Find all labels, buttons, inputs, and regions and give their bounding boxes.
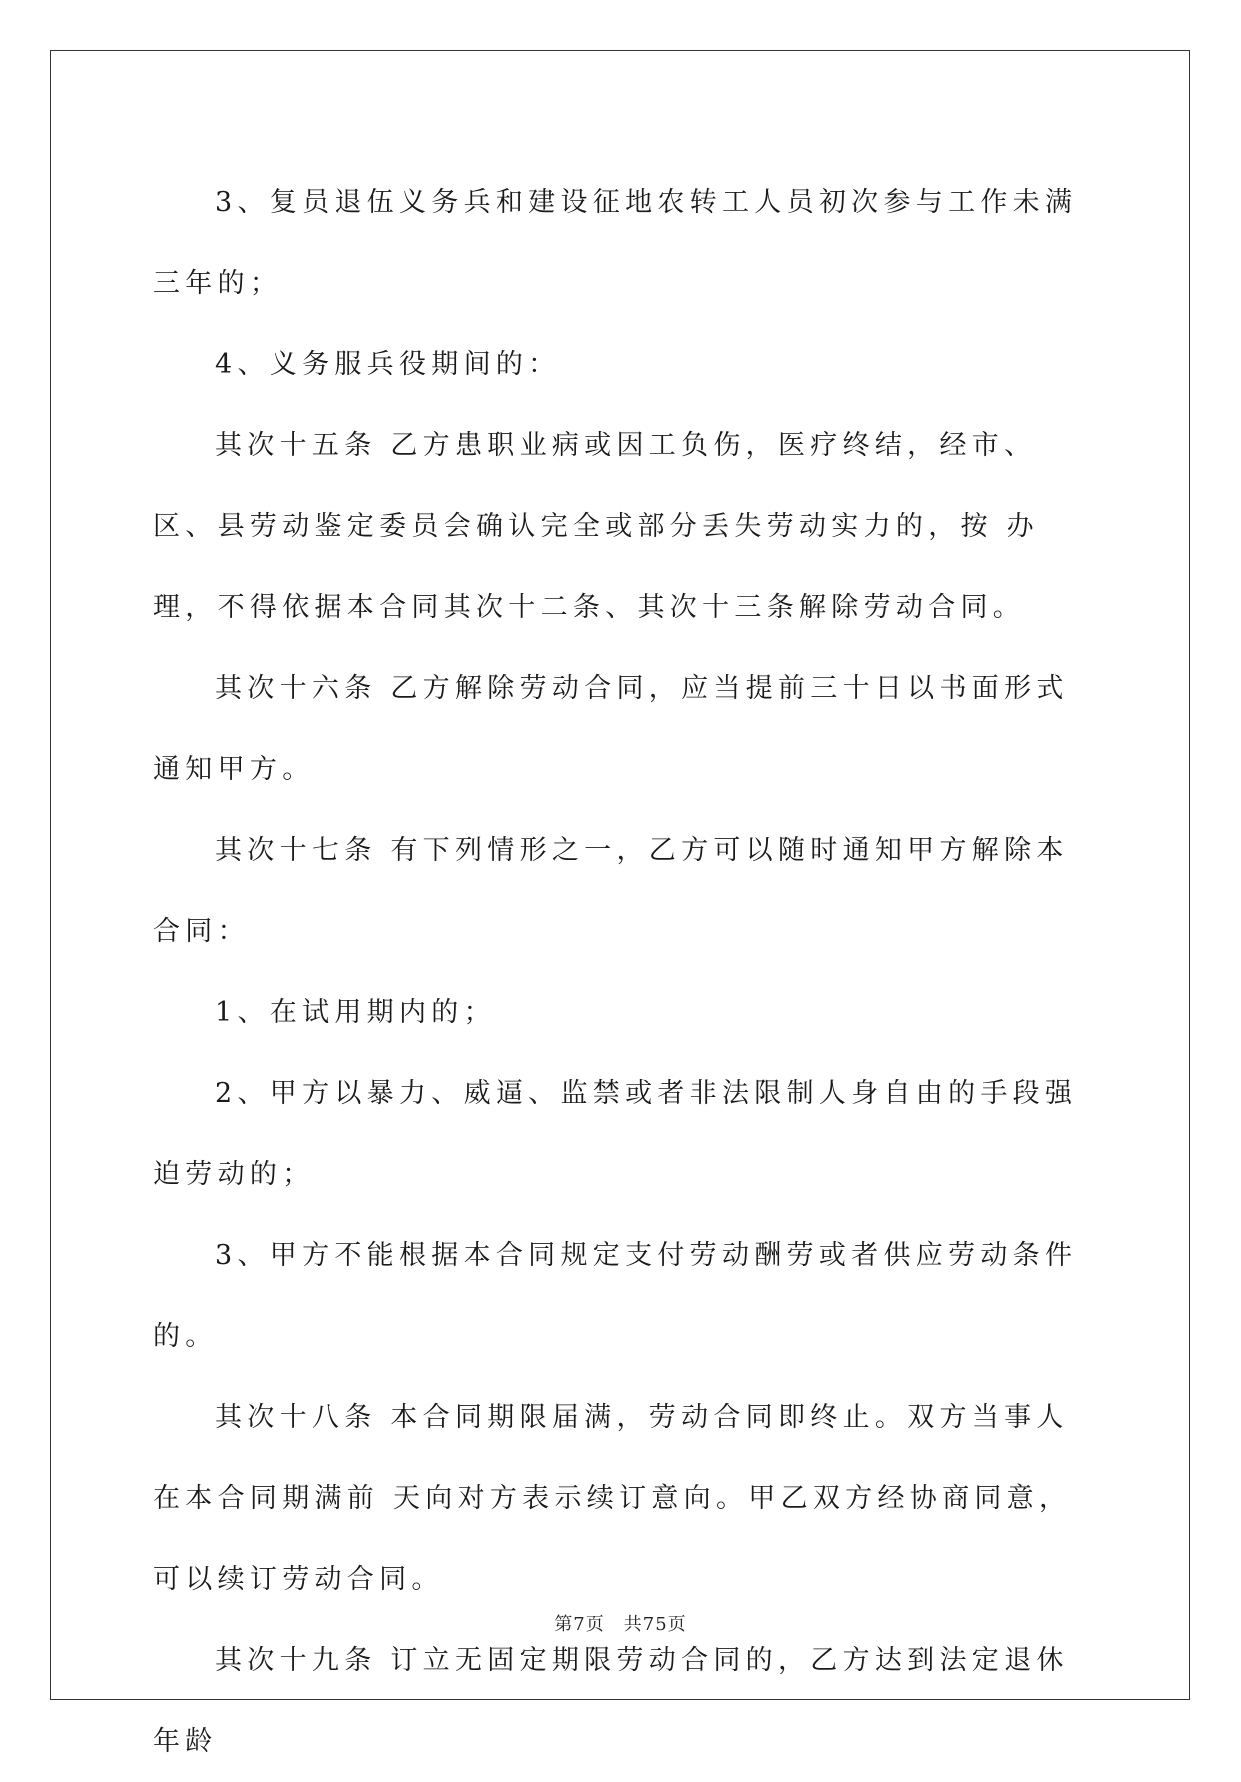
paragraph-item-3-payment: 3、甲方不能根据本合同规定支付劳动酬劳或者供应劳动条件的。 — [153, 1240, 1078, 1352]
paragraph-item-1-probation: 1、在试用期内的； — [215, 997, 496, 1028]
paragraph-article-25: 其次十五条 乙方患职业病或因工负伤，医疗终结，经市、区、县劳动鉴定委员会确认完全或部分丢失劳动实力的，按 办理，不得依据本合同其次十二条、其次十三条解除劳动合同。 — [153, 430, 1039, 623]
paragraph-item-4-military-service: 4、义务服兵役期间的： — [215, 349, 561, 380]
document-body — [153, 162, 1093, 1782]
paragraph-article-26: 其次十六条 乙方解除劳动合同，应当提前三十日以书面形式通知甲方。 — [153, 673, 1069, 785]
paragraph-item-3-veterans: 3、复员退伍义务兵和建设征地农转工人员初次参与工作未满三年的； — [153, 187, 1078, 299]
paragraph-article-28: 其次十八条 本合同期限届满，劳动合同即终止。双方当事人在本合同期满前 天向对方表示续订意向。甲乙双方经协商同意，可以续订劳动合同。 — [153, 1402, 1072, 1595]
page-number-footer: 第7页 共75页 — [554, 1614, 687, 1635]
paragraph-article-29: 其次十九条 订立无固定期限劳动合同的，乙方达到法定退休年龄 — [153, 1645, 1069, 1757]
paragraph-article-27: 其次十七条 有下列情形之一，乙方可以随时通知甲方解除本合同： — [153, 835, 1069, 947]
paragraph-item-2-coercion: 2、甲方以暴力、威逼、监禁或者非法限制人身自由的手段强迫劳动的； — [153, 1078, 1078, 1190]
